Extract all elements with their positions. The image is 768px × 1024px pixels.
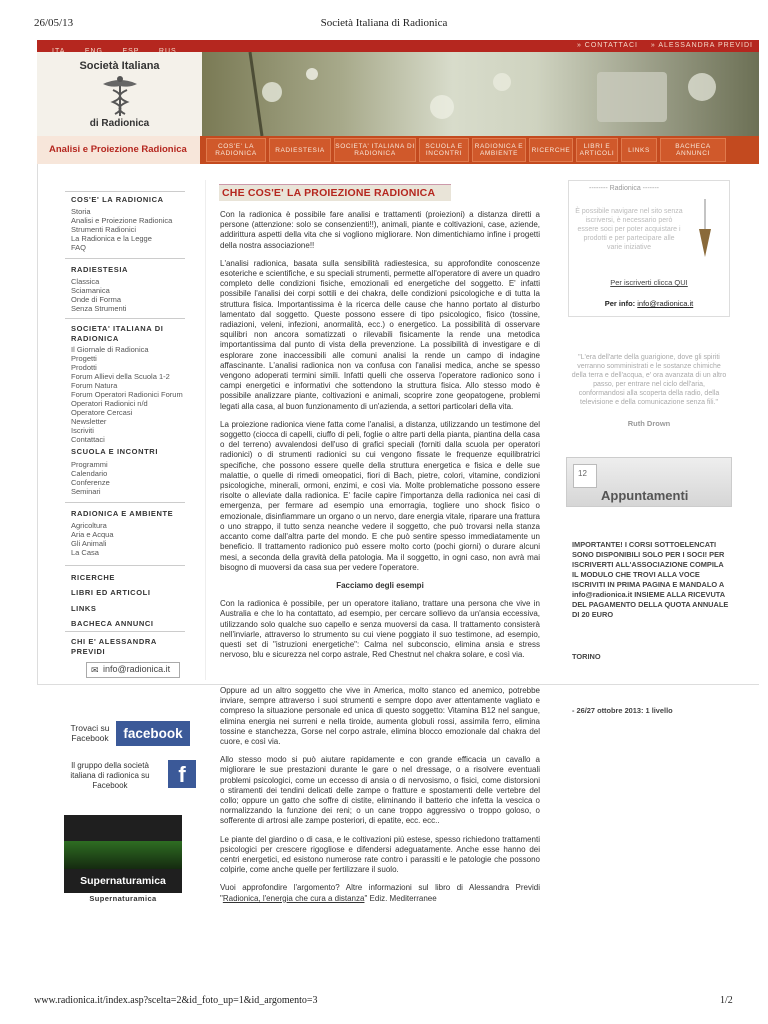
info-line: Per info: info@radionica.it (604, 299, 694, 308)
sidebar-item-casa[interactable]: La Casa (71, 548, 99, 557)
sidebar-item-programmi[interactable]: Programmi (71, 460, 108, 469)
calendar-icon: 12 (573, 464, 597, 488)
sidebar-heading-libri[interactable]: LIBRI ED ARTICOLI (71, 588, 151, 597)
sidebar-item-onde[interactable]: Onde di Forma (71, 295, 122, 304)
sidebar-heading-societa[interactable]: SOCIETA' ITALIANA DI RADIONICA (71, 324, 164, 343)
nav-item-radionica-e-ambiente[interactable]: RADIONICA E AMBIENTE (472, 138, 526, 162)
sidebar-item-giornale[interactable]: Il Giornale di Radionica (71, 345, 149, 354)
page-title: CHE COS'E' LA PROIEZIONE RADIONICA (219, 184, 451, 201)
paragraph-6: Allo stesso modo si può aiutare rapidamente e con grande efficacia un cavallo a migliorare le sue prestazioni durante le gare o nel dressage, o a risolvere eventuali problemi psicologici, come un eccesso di ansia o di nervosismo, o fisici, come distorsioni o stiramenti dei tendini delicati delle zampe o fratture e spostamenti delle vertebre del collo; oppure un gatto che soffre di cistite, eliminando il batterio che infetta la vescica o normalizzando la funzione dei reni; o un cane troppo aggressivo o troppo goloso, o sofferente di artrosi alle zampe posteriori, di epatite, ecc. ecc.. (220, 755, 540, 826)
header-banner-image (202, 52, 759, 136)
sidebar-item-calendario[interactable]: Calendario (71, 469, 108, 478)
sidebar-item-prodotti[interactable]: Prodotti (71, 363, 97, 372)
contact-link[interactable]: » CONTATTACI (576, 42, 638, 49)
facebook-icon[interactable]: f (168, 760, 196, 788)
quote-author: Ruth Drown (627, 419, 671, 428)
grass-image (64, 841, 182, 869)
paragraph-4: Con la radionica è possibile, per un operatore italiano, trattare una persona che vive in Australia e che lo ha contattato, ad esempio, per cercare sollievo da un'ansia eccessiva, utilizzando solo qualche suo capello e senza muoversi da casa. Il trattamento consisterà nell'inviarle, attraverso lo strumento su cui viene poggiato il suo testimone, ad esempio, questi set di "istruzioni energetiche": Calma nel subconscio, elimina ansia e stress nervoso, blu e sicurezza nel corpo astrale, Red Chestnut nel chakra solare, e così via. (220, 599, 540, 660)
article-body (220, 210, 540, 668)
print-page-number: 1/2 (720, 995, 733, 1006)
sidebar-item-senza-strumenti[interactable]: Senza Strumenti (71, 304, 127, 313)
sidebar-item-contattaci[interactable]: Contattaci (71, 435, 105, 444)
paragraph-5: Oppure ad un altro soggetto che vive in America, molto stanco ed anemico, potrebbe inviare, sempre attraverso i suoi strumenti e sempre dopo aver attentamente vagliato e compreso la situazione personale ed unica di questo soggetto: Vitamina B12 nel sangue, elimina energia nei surreni e nella tiroide, aumenta globuli rossi, assimila ferro, elimina tossine e stanchezza, Gorse nel corpo astrale, elimina blocco emozionale dal chakra del cuore, e così via. (220, 686, 540, 747)
nav-item-links[interactable]: LINKS (621, 138, 657, 162)
news-city: TORINO (572, 652, 601, 661)
facebook-group-text: Il gruppo della società italiana di radionica su Facebook (70, 761, 150, 790)
supernaturamica-caption: Supernaturamica (89, 894, 157, 903)
sidebar-item-progetti[interactable]: Progetti (71, 354, 97, 363)
sidebar-item-seminari[interactable]: Seminari (71, 487, 101, 496)
sidebar-item-sciamanica[interactable]: Sciamanica (71, 286, 110, 295)
sidebar-item-operatori[interactable]: Operatori Radionici n/d (71, 399, 148, 408)
supernaturamica-banner[interactable] (64, 815, 182, 893)
appointments-label: Appuntamenti (601, 488, 689, 503)
article-body-continued (220, 686, 540, 912)
sidebar-heading-ambiente[interactable]: RADIONICA E AMBIENTE (71, 509, 174, 518)
nav-item-libri-e-articoli[interactable]: LIBRI E ARTICOLI (576, 138, 618, 162)
sidebar-heading-scuola[interactable]: SCUOLA E INCONTRI (71, 447, 159, 456)
sidebar-item-newsletter[interactable]: Newsletter (71, 417, 107, 426)
sidebar-heading-bacheca[interactable]: BACHECA ANNUNCI (71, 619, 154, 628)
nav-item-societa-italiana[interactable]: SOCIETA' ITALIANA DI RADIONICA (334, 138, 416, 162)
membership-box-title: -------- Radionica ------- (589, 185, 659, 192)
current-section-title: Analisi e Proiezione Radionica (37, 136, 202, 164)
banner-flowers-icon (202, 52, 759, 136)
sidebar-item-strumenti[interactable]: Strumenti Radionici (71, 225, 137, 234)
sidebar (61, 185, 187, 675)
caduceus-icon (99, 74, 141, 118)
paragraph-3: La proiezione radionica viene fatta come l'analisi, a distanza, utilizzando un testimone del soggetto (ciocca di capelli, ciuffo di peli, foglie o altre parti della pianta, piantina della casa o del terreno) avvalendosi dell'uso di grafici speciali (forniti dalla scuola per operatori radionici) o di strumenti radionici su cui vengono fissate le frequenze equilibratrici specifiche, che possono essere quelle della struttura energetica e fisica e delle sue malattie, o quelle di rimedi omeopatici, fiori di Bach, pietre, colori, vitamine, condizioni psicologiche, minerali, ormoni, enzimi, e così via. Molte problematiche possono essere risolte o alleviate dalla radionica. E' facile capire l'importanza della radionica nei casi di emergenza, per fermare ad esempio una emorragia, togliere uno shock fisico o emozionale, disinfiammare un organo o un nervo, dare energia vitale, riparare una frattura o uno strappo, il tutto senza neanche vedere il soggetto, che può trovarsi nella stanza accanto come dall'altra parte del mondo. E che può sentire spesso immediatamente un beneficio. Il trattamento radionico può essere molto corto (pochi giorni) o durare alcuni mesi, a seconda della gravità della patologia. Ma il soggetto, in ogni caso, non avrà mai bisogno di muoversi da casa sua per vedere l'operatore. (220, 419, 540, 572)
facebook-find-us-text: Trovaci su Facebook (70, 723, 110, 743)
facebook-button[interactable]: facebook (116, 721, 190, 746)
nav-item-ricerche[interactable]: RICERCHE (529, 138, 573, 162)
print-title: Società Italiana di Radionica (320, 17, 448, 29)
sidebar-item-animali[interactable]: Gli Animali (71, 539, 107, 548)
sidebar-item-operatore-cercasi[interactable]: Operatore Cercasi (71, 408, 133, 417)
sidebar-item-storia[interactable]: Storia (71, 207, 91, 216)
paragraph-1: Con la radionica è possibile fare analisi e trattamenti (proiezioni) a distanza diretti a persone (attenzione: solo se consenzienti!!), animali, piante e coltivazioni, case, aziende, addirittura aspetti della vita che si vogliono migliorare. Non dimentichiamo infine i progetti della nostra associazione!! (220, 210, 540, 250)
paragraph-8: Vuoi approfondire l'argomento? Altre informazioni sul libro di Alessandra Previdi "Radionica, l'energia che cura a distanza" Ediz. Mediterranee (220, 883, 540, 903)
logo-title: Società Italiana (79, 60, 160, 72)
sidebar-heading-cos-e-la-radionica[interactable]: COS'E' LA RADIONICA (71, 195, 164, 204)
sidebar-item-forum-allievi[interactable]: Forum Allievi della Scuola 1-2 (71, 372, 170, 381)
site-logo[interactable] (37, 52, 203, 136)
appointments-banner[interactable] (566, 457, 732, 507)
sidebar-heading-links[interactable]: LINKS (71, 604, 97, 613)
info-email-link[interactable]: info@radionica.it (637, 299, 694, 308)
sidebar-item-faq[interactable]: FAQ (71, 243, 87, 252)
mail-icon: ✉ (91, 665, 99, 675)
print-date: 26/05/13 (34, 17, 74, 29)
paragraph-7: Le piante del giardino o di casa, e le coltivazioni più estese, spesso richiedono trattamenti psicologici per crescere rigogliose e difendersi adeguatamente. Anche esse hanno dei centri energetici, ed esistono numerose rate contro i parassiti e le patologie che possono colpirle, come anche quelle per fertilizzare il suolo. (220, 834, 540, 875)
sidebar-heading-ricerche[interactable]: RICERCHE (71, 573, 115, 582)
subheading-esempi: Facciamo degli esempi (336, 580, 424, 590)
sidebar-item-aria-acqua[interactable]: Aria e Acqua (71, 530, 114, 539)
register-link[interactable]: Per iscriverti clicca QUI (610, 278, 688, 287)
news-date: - 26/27 ottobre 2013: 1 livello (572, 706, 673, 715)
sidebar-heading-chi-e[interactable]: CHI E' ALESSANDRA PREVIDI (71, 637, 157, 656)
frame-bottom-border (37, 684, 759, 685)
membership-box (568, 180, 730, 317)
sidebar-item-classica[interactable]: Classica (71, 277, 100, 286)
nav-item-scuola-e-incontri[interactable]: SCUOLA E INCONTRI (419, 138, 469, 162)
author-link[interactable]: » ALESSANDRA PREVIDI (650, 42, 753, 49)
sidebar-item-iscriviti[interactable]: Iscriviti (71, 426, 94, 435)
nav-item-radiestesia[interactable]: RADIESTESIA (269, 138, 331, 162)
pendulum-icon (695, 199, 715, 259)
sidebar-item-conferenze[interactable]: Conferenze (71, 478, 110, 487)
supernaturamica-banner-label: Supernaturamica (80, 875, 166, 887)
sidebar-item-forum-operatori[interactable]: Forum Operatori Radionici Forum (71, 390, 183, 399)
frame-border (37, 164, 38, 684)
paragraph-2: L'analisi radionica, basata sulla sensibilità radiestesica, su approfondite conoscenze esoteriche e scientifiche, e su speciali strumenti, permette all'operatore di avere un quadro completo delle condizioni fisiche, emozionali ed energetiche del soggetto. E' infatti possibile l'analisi dei corpi sottili e dei chakra, delle condizioni psicologiche e di tutta la struttura fisica. Importantissima è la ricerca delle cause che hanno portato al disturbo lamentato dal soggetto. Queste possono essere di tipo psicologico, fisico (tossine, radiazioni, veleni, infezioni, anormalità, ecc.) o energetico. La possibilità di osservare squilibri non ancora somatizzati o rilevabili fisicamente la rende una metodica importantissima dal punto di vista della prevenzione. La possibilità di investigare e di esplorare zone inaccessibili alle comuni analisi la rende un campo di indagine affascinante. L'analisi radionica non va confusa con l'analisi medica, anche se spesso vengono adoperati termini simili. Infatti quelli che osserva l'operatore radionico sono i campi energetici e informativi che sottendono la struttura fisica. Allo stesso modo è possibile analizzare piante, coltivazioni e animali, scoprire zone geopatogene, problemi legati alla casa, al buon funzionamento di un'azienda, a settori particolari della vita. (220, 258, 540, 411)
sidebar-item-forum-natura[interactable]: Forum Natura (71, 381, 118, 390)
logo-subtitle: di Radionica (89, 118, 150, 129)
membership-box-text: È possibile navigare nel sito senza iscriversi, è necessario però essere soci per poter acquistare i prodotti e per partecipare alle varie iniziative (575, 208, 683, 251)
sidebar-heading-radiestesia[interactable]: RADIESTESIA (71, 265, 129, 274)
news-text: IMPORTANTE! I CORSI SOTTOELENCATI SONO DISPONIBILI SOLO PER I SOCI! PER ISCRIVERTI ALL'ASSOCIAZIONE COMPILA IL MODULO CHE TROVI ALLA VOCE ISCRIVITI IN PRIMA PAGINA E MANDALO A info@radionica.it INSIEME ALLA RICEVUTA DEL PAGAMENTO DELLA QUOTA ANNUALE DI 20 EURO (572, 540, 729, 619)
column-separator (205, 180, 206, 680)
email-link[interactable]: ✉ info@radionica.it (86, 662, 180, 678)
nav-item-bacheca-annunci[interactable]: BACHECA ANNUNCI (660, 138, 726, 162)
top-bar (37, 40, 759, 52)
print-url: www.radionica.it/index.asp?scelta=2&id_foto_up=1&id_argomento=3 (34, 995, 318, 1006)
book-link[interactable]: Radionica, l'energia che cura a distanza (222, 893, 365, 903)
sidebar-item-legge[interactable]: La Radionica e la Legge (71, 234, 152, 243)
nav-item-cos-e-la-radionica[interactable]: COS'E' LA RADIONICA (206, 138, 266, 162)
sidebar-item-agricoltura[interactable]: Agricoltura (71, 521, 107, 530)
sidebar-item-analisi[interactable]: Analisi e Proiezione Radionica (71, 216, 173, 225)
quote-text: "L'era dell'arte della guarigione, dove gli spiriti verranno somministrati e le sostanze chimiche della terra e dell'acqua, e' ora avanzata di un altro passo, per entrare nel ciclo dell'aria, conformandosi alla scoperta della radio, della televisione e della comunicazione senza fili." (571, 354, 727, 406)
